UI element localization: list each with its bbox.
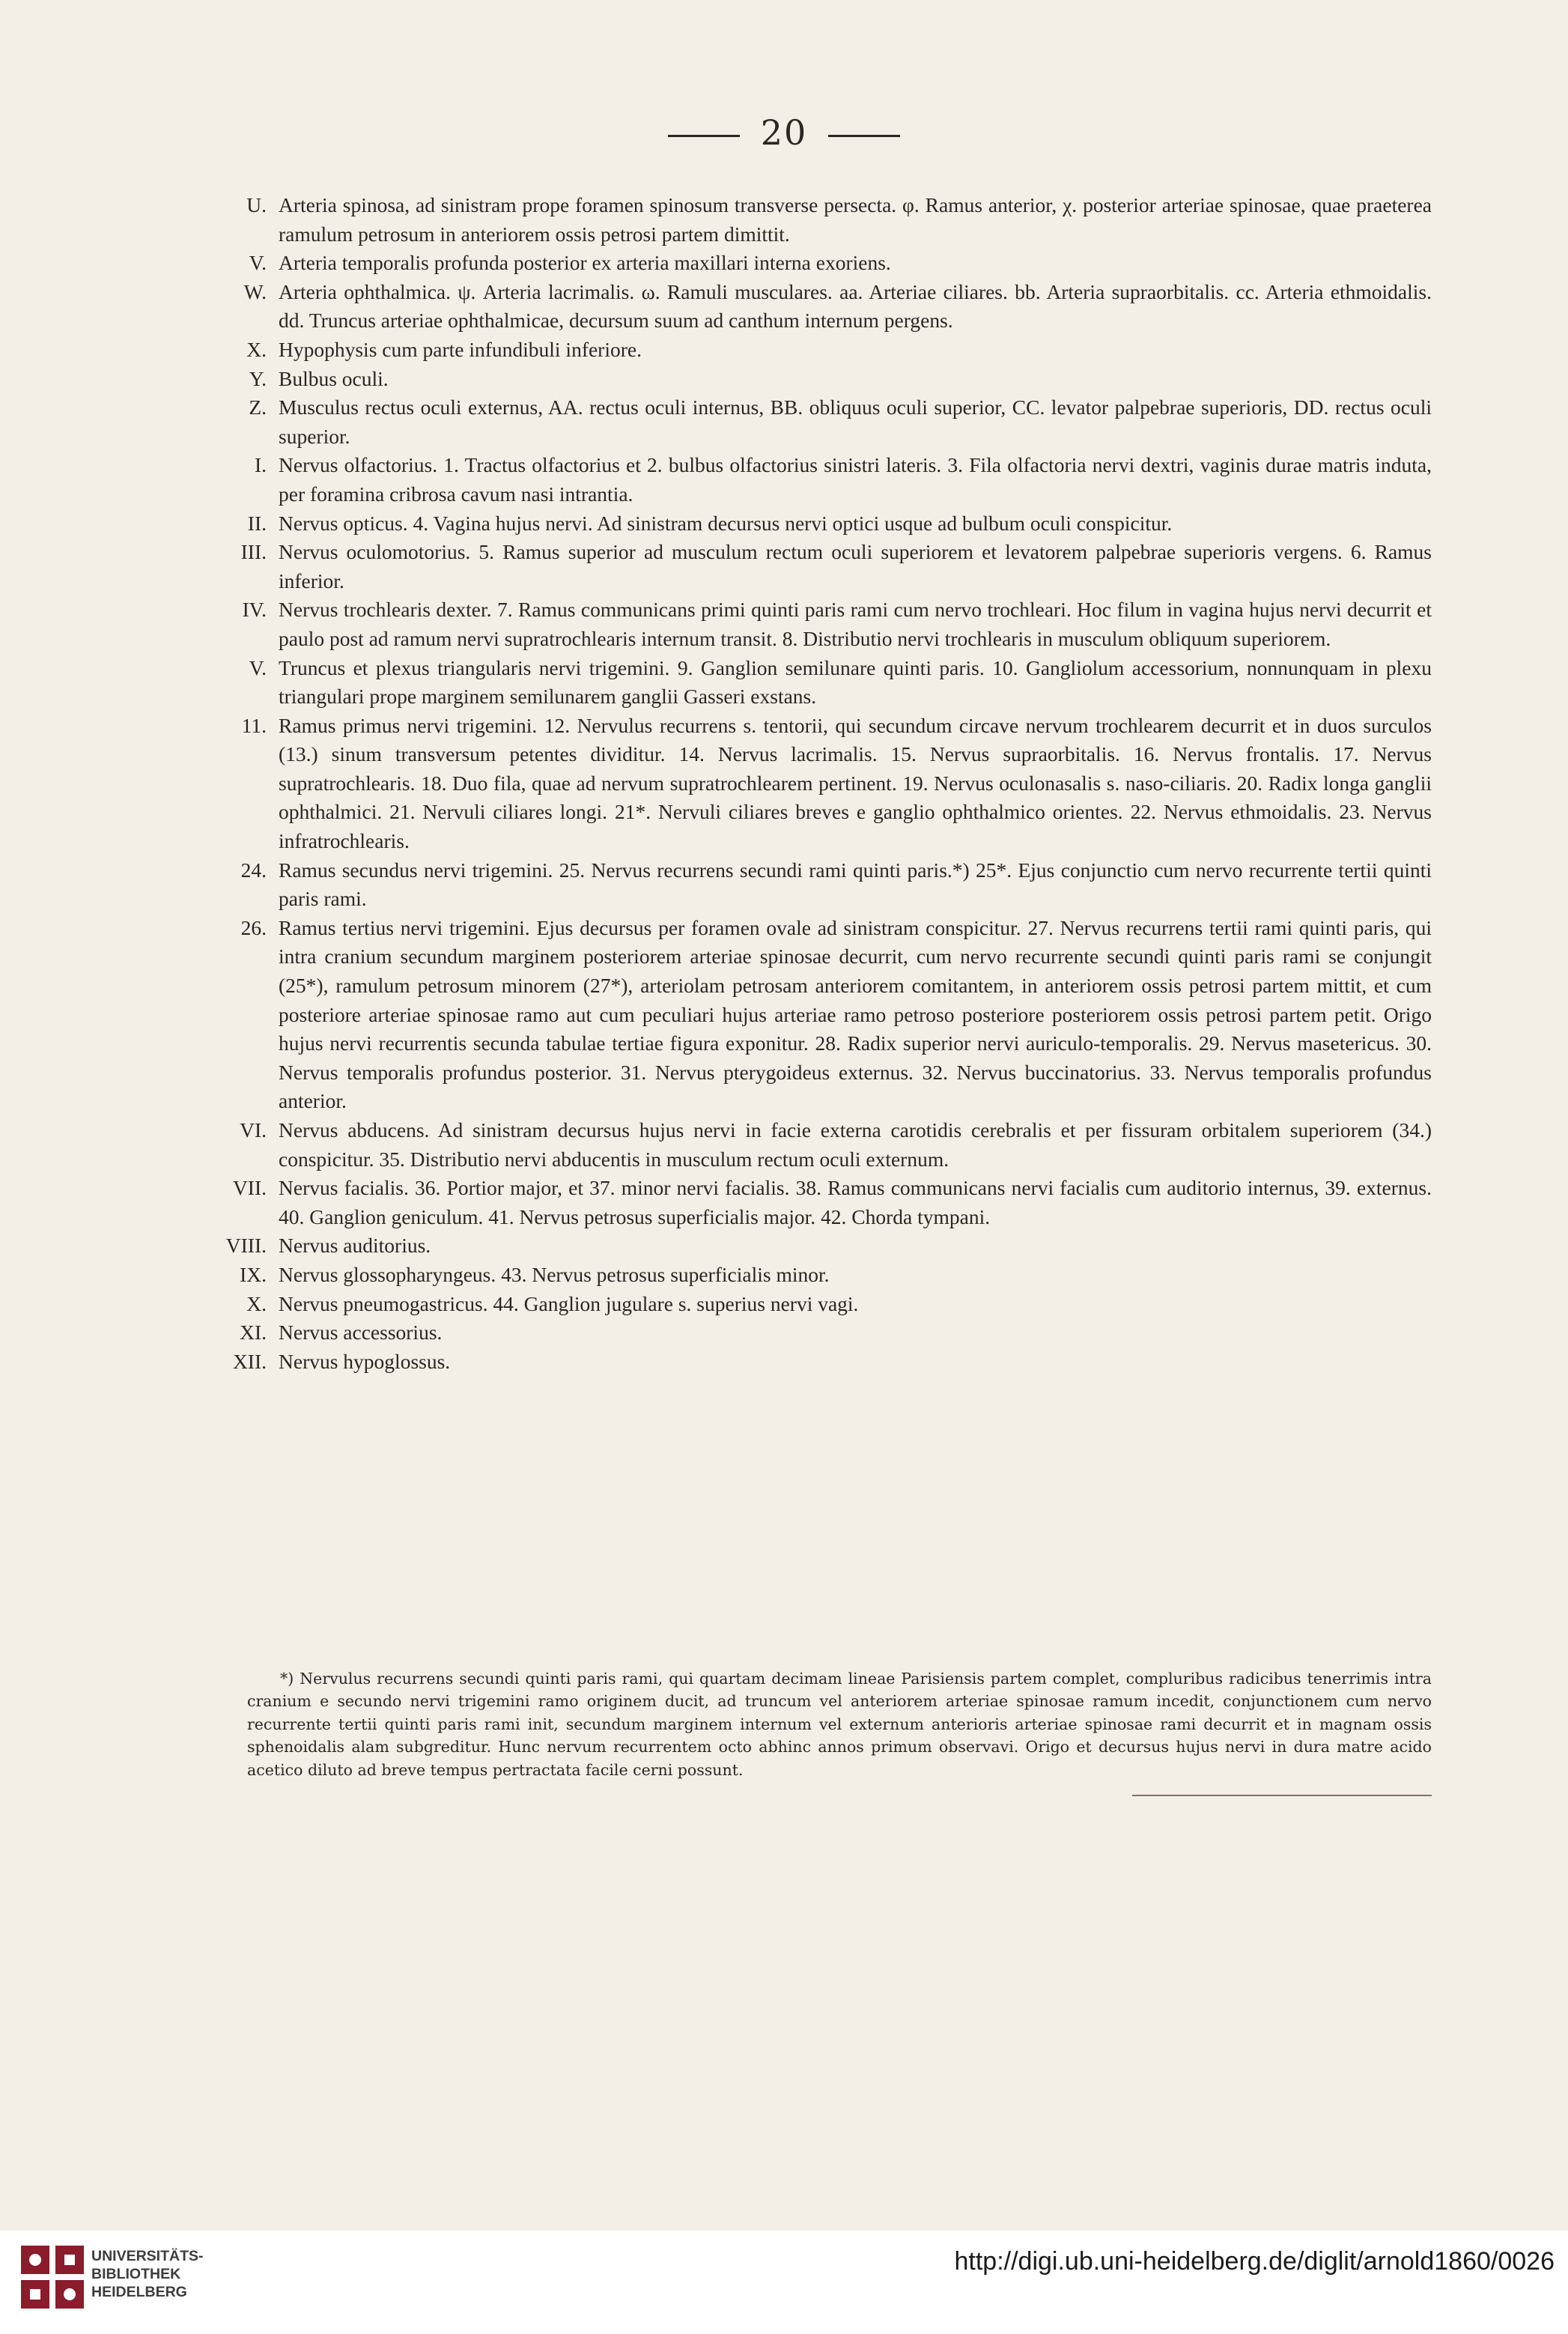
legend-entry: [216, 393, 1432, 451]
legend-entry: [216, 191, 1432, 249]
legend-entry: [216, 278, 1432, 336]
entry-label: U.: [246, 193, 267, 216]
entry-text: Arteria spinosa, ad sinistram prope foramen spinosum transverse persecta. φ. Ramus anterior, χ. posterior arteriae spinosae, quae praeterea ramulum petrosum in anteriorem ossis petrosi partem dimittit.: [279, 193, 1432, 246]
entry-label: XI.: [240, 1321, 267, 1345]
entry-label: 11.: [241, 713, 267, 737]
legend-entry: [216, 856, 1432, 914]
legend-entry: [216, 1261, 1432, 1290]
legend-entry: [216, 249, 1432, 278]
legend-entry: [216, 365, 1432, 394]
page-number-right-rule: [828, 135, 900, 137]
library-name-line: UNIVERSITÄTS-: [91, 2248, 204, 2264]
entry-text: Nervus pneumogastricus. 44. Ganglion jugulare s. superius nervi vagi.: [279, 1291, 859, 1315]
entry-text: Musculus rectus oculi externus, AA. rectus oculi internus, BB. obliquus oculi superior, CC. levator palpebrae superioris, DD. rectus oculi superior.: [279, 395, 1432, 448]
entry-label: V.: [249, 251, 267, 275]
legend-entry: [216, 1116, 1432, 1174]
page-number: [0, 112, 1568, 153]
entry-label: I.: [254, 453, 267, 477]
legend-entry: [216, 451, 1432, 509]
entry-text: Nervus oculomotorius. 5. Ramus superior ad musculum rectum oculi superiorem et levatorem palpebrae superioris vergens. 6. Ramus inferior.: [279, 540, 1432, 592]
footer-bar: [0, 2231, 1568, 2334]
university-library-logo-icon: [21, 2246, 84, 2309]
library-name: [91, 2247, 204, 2301]
page-number-text: 20: [760, 112, 808, 153]
entry-label: VIII.: [225, 1234, 267, 1258]
library-name-line: HEIDELBERG: [91, 2284, 187, 2300]
entry-text: Truncus et plexus triangularis nervi trigemini. 9. Ganglion semilunare quinti paris. 10. Gangliolum accessorium, nonnunquam in plexu triangulari prope marginem semilunarem ganglii Gasseri exstans.: [279, 655, 1432, 709]
entry-label: X.: [246, 1291, 267, 1315]
legend-entry: [216, 1348, 1432, 1377]
entry-text: Nervus abducens. Ad sinistram decursus hujus nervi in facie externa carotidis cerebralis et per fissuram orbitalem superiorem (34.) conspicitur. 35. Distributio nervi abducentis in musculum rectum oculi externum.: [279, 1118, 1432, 1171]
entry-text: Nervus auditorius.: [279, 1234, 431, 1258]
entry-text: Nervus accessorius.: [279, 1321, 443, 1345]
entry-text: Arteria temporalis profunda posterior ex arteria maxillari interna exoriens.: [279, 251, 891, 275]
entry-label: X.: [246, 337, 267, 361]
entry-text: Hypophysis cum parte infundibuli inferiore.: [279, 337, 642, 361]
legend-entry: [216, 595, 1432, 653]
entry-label: Z.: [249, 395, 267, 419]
entry-label: II.: [247, 511, 267, 535]
entry-label: 26.: [240, 915, 267, 939]
entry-text: Nervus trochlearis dexter. 7. Ramus communicans primi quinti paris rami cum nervo trochleari. Hoc filum in vagina hujus nervi decurrit et paulo post ad ramum nervi supratrochlearis internum transit. 8. Distributio nervi trochlearis in musculum obliquum superiorem.: [279, 598, 1432, 650]
entry-label: XII.: [232, 1349, 267, 1373]
source-url-link[interactable]: http://digi.ub.uni-heidelberg.de/diglit/arnold1860/0026: [954, 2247, 1555, 2276]
entry-text: Nervus glossopharyngeus. 43. Nervus petrosus superficialis minor.: [279, 1262, 830, 1286]
entry-text: Nervus opticus. 4. Vagina hujus nervi. Ad sinistram decursus nervi optici usque ad bulbum oculi conspicitur.: [279, 511, 1173, 535]
entry-label: 24.: [240, 858, 267, 882]
legend-entry: [216, 712, 1432, 856]
legend-entry: [216, 509, 1432, 539]
entry-text: Nervus facialis. 36. Portior major, et 37. minor nervi facialis. 38. Ramus communicans nervi facialis cum auditorio internus, 39. externus. 40. Ganglion geniculum. 41. Nervus petrosus superficialis major. 42. Chorda tympani.: [279, 1176, 1432, 1228]
entry-text: Nervus hypoglossus.: [279, 1349, 451, 1373]
entry-label: IV.: [242, 598, 267, 622]
legend-entry: [216, 1174, 1432, 1231]
legend-entry: [216, 1318, 1432, 1348]
page-number-left-rule: [668, 135, 740, 137]
footnote-rule: [1132, 1795, 1432, 1796]
entry-text: Nervus olfactorius. 1. Tractus olfactorius et 2. bulbus olfactorius sinistri lateris. 3. Fila olfactoria nervi dextri, vaginis durae matris induta, per foramina cribrosa cavum nasi intrantia.: [279, 453, 1432, 506]
legend-entry: [216, 538, 1432, 595]
legend-entry: [216, 1290, 1432, 1319]
entry-label: Y.: [249, 366, 267, 390]
legend-entry: [216, 1231, 1432, 1261]
entry-label: V.: [249, 655, 267, 679]
entry-text: Ramus tertius nervi trigemini. Ejus decursus per foramen ovale ad sinistram conspicitur. 27. Nervus recurrens tertii rami quinti paris, qui intra cranium secundum marginem posteriorem arteriae spinosae decurrit, cum nervo recurrente secundi quinti paris rami se conjungit (25*), ramulum petrosum minorem (27*), arteriolam petrosam anteriorem comitantem, in anteriorem ossis petrosi partem mittit, et cum posteriore arteriae spinosae ramo aut cum peculiari hujus arteriae ramo petroso posteriore posteriorem ossis petrosi partem petit. Origo hujus nervi recurrentis secunda tabulae tertiae figura exponitur. 28. Radix superior nervi auriculo-temporalis. 29. Nervus masetericus. 30. Nervus temporalis profundus posterior. 31. Nervus pterygoideus externus. 32. Nervus buccinatorius. 33. Nervus temporalis profundus anterior.: [279, 915, 1432, 1113]
entry-label: VI.: [240, 1118, 267, 1142]
legend-entry: [216, 654, 1432, 712]
entry-label: III.: [240, 540, 267, 564]
library-name-line: BIBLIOTHEK: [91, 2266, 181, 2282]
entry-text: Ramus primus nervi trigemini. 12. Nervulus recurrens s. tentorii, qui secundum circave nervum trochlearem decurrit et in duos surculos (13.) sinum transversum petentes dividitur. 14. Nervus lacrimalis. 15. Nervus supraorbitalis. 16. Nervus frontalis. 17. Nervus supratrochlearis. 18. Duo fila, quae ad nervum supratrochlearem pertinent. 19. Nervus oculonasalis s. naso-ciliaris. 20. Radix longa ganglii ophthalmici. 21. Nervuli ciliares longi. 21*. Nervuli ciliares breves e ganglio ophthalmico orientes. 22. Nervus ethmoidalis. 23. Nervus infratrochlearis.: [279, 713, 1432, 853]
entry-label: W.: [243, 279, 267, 303]
legend-entries: [216, 191, 1432, 1376]
legend-entry: [216, 914, 1432, 1116]
entry-label: IX.: [240, 1262, 267, 1286]
footnote: *) Nervulus recurrens secundi quinti paris rami, qui quartam decimam lineae Parisiensis partem complet, compluribus radicibus tenerrimis intra cranium e secundo nervi trigemini ramo originem ducit, ad truncum vel anteriorem arteriae spinosae ramum incedit, conjunctionem cum nervo recurrente tertii quinti paris rami init, secundum marginem internum vel externum anterioris arteriae spinosae rami decurrit et in magnam ossis sphenoidalis alam subgreditur. Hunc nervum recurrentem octo abhinc annos primum observavi. Origo et decursus hujus nervi in dura matre acido acetico diluto ad breve tempus pertractata facile cerni possunt.: [247, 1670, 1432, 1779]
entry-text: Bulbus oculi.: [279, 366, 389, 390]
entry-text: Arteria ophthalmica. ψ. Arteria lacrimalis. ω. Ramuli musculares. aa. Arteriae ciliares. bb. Arteria supraorbitalis. cc. Arteria ethmoidalis. dd. Truncus arteriae ophthalmicae, decursum suum ad canthum internum pergens.: [279, 279, 1432, 333]
entry-text: Ramus secundus nervi trigemini. 25. Nervus recurrens secundi rami quinti paris.*) 25*. Ejus conjunctio cum nervo recurrente tertii quinti paris rami.: [279, 858, 1432, 911]
legend-entry: [216, 336, 1432, 365]
entry-label: VII.: [232, 1176, 267, 1200]
